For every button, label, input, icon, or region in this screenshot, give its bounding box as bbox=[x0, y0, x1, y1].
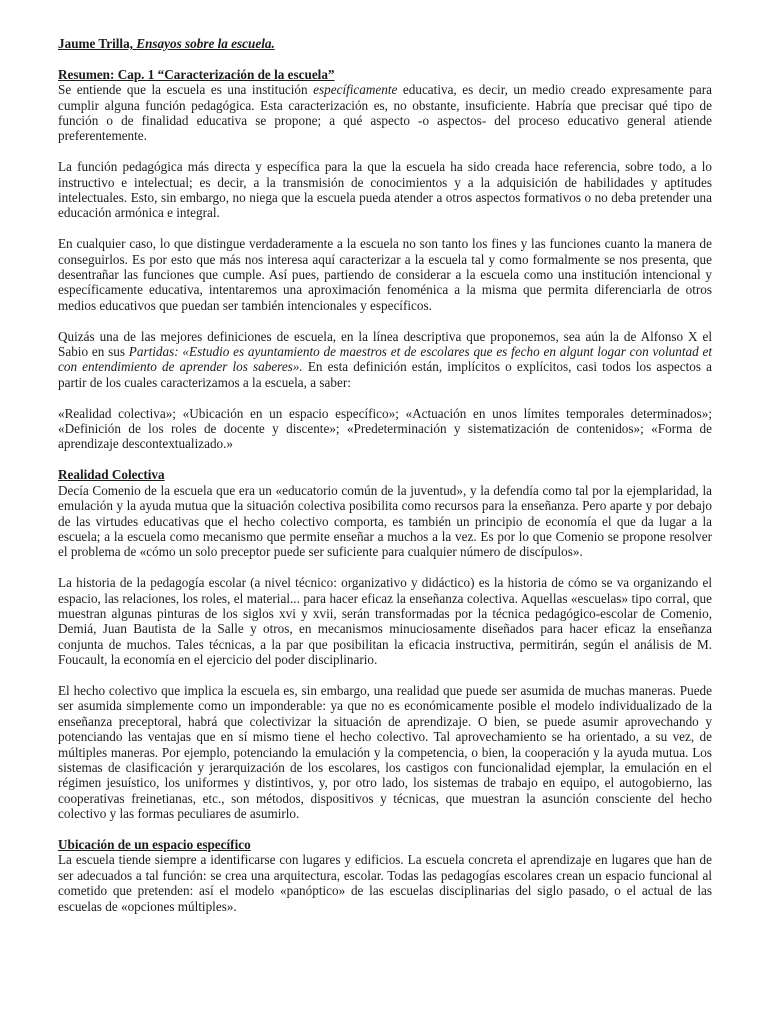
book-title: Ensayos sobre la escuela. bbox=[136, 36, 275, 51]
section1-paragraph-1: Decía Comenio de la escuela que era un «educatorio común de la juventud», y la defendía como tal por la ejemplaridad, la emulación y la ayuda mutua que la situación colectiva posibilita como recursos para la enseñanza. Pero aparte y por debajo de las virtudes educativas que el hecho colectivo comporta, es también un principio de economía el que da lugar a la escuela; a la escuela como mecanismo que permite enseñar a muchos a la vez. Es por lo que Comenio se propone resolver el problema de «cómo un solo preceptor puede ser suficiente para cualquier número de discípulos». bbox=[58, 482, 712, 560]
section-title-ubicacion: Ubicación de un espacio específico bbox=[58, 836, 251, 852]
spacer bbox=[58, 221, 712, 236]
section2-paragraph-1: La escuela tiende siempre a identificarse con lugares y edificios. La escuela concreta el aprendizaje en lugares que han de ser adecuados a tal función: se crea una arquitectura, escolar. Todas las pedagogías escolares crean un espacio funcional al cometido que pretenden: así el modelo «panóptico» de las escuelas disciplinarias del siglo pasado, o el actual de las escuelas de «opciones múltiples». bbox=[58, 852, 712, 914]
intro-p4-text-a: Quizás una de las mejores definiciones de escuela, en la línea descriptiva que proponemos, sea aún la de Alfonso X el Sabio en sus bbox=[58, 328, 712, 360]
intro-paragraph-2: La función pedagógica más directa y específica para la que la escuela ha sido creada hace referencia, sobre todo, a lo instructivo e intelectual; es decir, a la transmisión de conocimientos y a la adquisición de habilidades y aptitudes intelectuales. Esto, sin embargo, no niega que la escuela pueda atender a otros aspectos formativos o no deba pretender una educación armónica e integral. bbox=[58, 159, 712, 221]
section1-paragraph-3: El hecho colectivo que implica la escuela es, sin embargo, una realidad que puede ser asumida de muchas maneras. Puede ser asumida simplemente como un imponderable: ya que no es económicamente posible el modelo individualizado de la enseñanza preceptoral, habrá que colectivizar la situación de aprendizaje. O bien, se puede asumir aprovechando y potenciando las ventajas que en sí mismo tiene el hecho colectivo. Tal aprovechamiento se ha orientado, a su vez, de múltiples maneras. Por ejemplo, potenciando la emulación y la competencia, o bien, la cooperación y la ayuda mutua. Los sistemas de clasificación y jerarquización de los escolares, los castigos con funcionalidad ejemplar, la emulación en el régimen jesuístico, los uniformes y distintivos, y, por otro lado, los sistemas de trabajo en equipo, el autogobierno, las cooperativas freinetianas, etc., son métodos, dispositivos y técnicas, que muestran la asunción consciente del hecho colectivo y las formas peculiares de asumirlo. bbox=[58, 682, 712, 822]
intro-paragraph-1 bbox=[58, 82, 712, 144]
intro-p1-text-a: Se entiende que la escuela es una institución bbox=[58, 82, 314, 98]
spacer bbox=[58, 452, 712, 467]
intro-p1-text-b: educativa, es decir, un medio creado expresamente para cumplir alguna función pedagógica. Esta caracterización es, no obstante, insuficiente. Habría que precisar qué tipo de función o de finalidad educativa se propone; a qué aspecto -o aspectos- del proceso educativo general atiende preferentemente. bbox=[58, 82, 712, 144]
spacer bbox=[58, 313, 712, 328]
document-header bbox=[58, 36, 712, 51]
spacer bbox=[58, 51, 712, 66]
intro-p4-text-b: En esta definición están, implícitos o explícitos, casi todos los aspectos a partir de los cuales caracterizamos a la escuela, a saber: bbox=[58, 359, 712, 390]
author-name: Jaume Trilla, bbox=[58, 36, 137, 51]
spacer bbox=[58, 390, 712, 405]
section1-paragraph-2: La historia de la pedagogía escolar (a nivel técnico: organizativo y didáctico) es la historia de cómo se va organizando el espacio, las relaciones, los roles, el material... para hacer eficaz la enseñanza colectiva. Aquellas «escuelas» tipo corral, que muestran algunas pinturas de los siglos xvi y xvii, serán transformadas por la técnica pedagógico-escolar de Comenio, Demiá, Juan Bautista de la Salle y otros, en mecanismos minuciosamente diseñados para hacer eficaz la enseñanza conjunta de muchos. Tales técnicas, a la par que posibilitan la eficacia instructiva, permitirán, según el análisis de M. Foucault, la economía en el ejercicio del poder disciplinario. bbox=[58, 575, 712, 668]
intro-p4-quote: Partidas: «Estudio es ayuntamiento de maestros et de escolares que es fecho en algunt logar con voluntad et con entendimiento de aprender los saberes». bbox=[58, 344, 712, 375]
intro-paragraph-3: En cualquier caso, lo que distingue verdaderamente a la escuela no son tanto los fines y las funciones cuanto la manera de conseguirlos. Es por esto que más nos interesa aquí caracterizar a la escuela tal y como formalmente se nos presenta, que desentrañar las funciones que cumple. Así pues, partiendo de considerar a la escuela como una institución intencional y específicamente educativa, intentaremos una aproximación fenoménica a la misma que permita diferenciarla de otros medios educativos que puedan ser también intencionales y específicos. bbox=[58, 236, 712, 313]
spacer bbox=[58, 560, 712, 575]
spacer bbox=[58, 822, 712, 837]
intro-p1-emphasis: específicamente bbox=[313, 82, 398, 98]
summary-title: Resumen: Cap. 1 “Caracterización de la escuela” bbox=[58, 66, 335, 82]
spacer bbox=[58, 668, 712, 683]
intro-paragraph-4 bbox=[58, 329, 712, 391]
intro-paragraph-5: «Realidad colectiva»; «Ubicación en un espacio específico»; «Actuación en unos límites temporales determinados»; «Definición de los roles de docente y discente»; «Predeterminación y sistematización de contenidos»; «Forma de aprendizaje descontextualizado.» bbox=[58, 405, 712, 452]
section-title-realidad-colectiva: Realidad Colectiva bbox=[58, 467, 165, 483]
spacer bbox=[58, 144, 712, 159]
